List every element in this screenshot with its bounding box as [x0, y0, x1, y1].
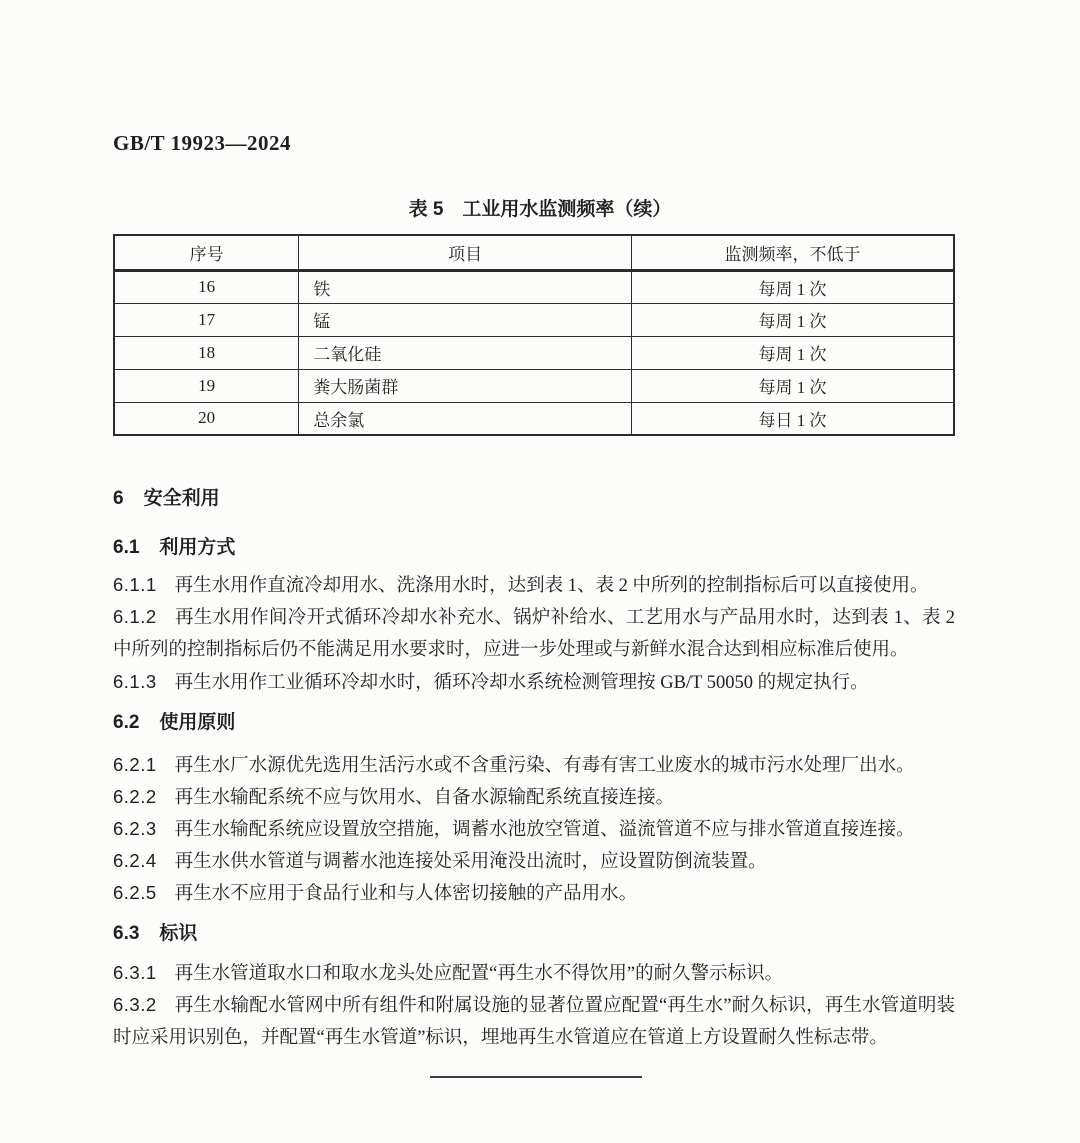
cell-no: 17 [114, 303, 299, 336]
clause-text: 再生水供水管道与调蓄水池连接处采用淹没出流时，应设置防倒流装置。 [174, 852, 767, 872]
clause-number: 6.2.1 [113, 754, 157, 775]
clause-text: 再生水输配水管网中所有组件和附属设施的显著位置应配置“再生水”耐久标识，再生水管道明装时应采用识别色，并配置“再生水管道”标识，埋地再生水管道应在管道上方设置耐久性标志带。 [113, 996, 955, 1048]
col-header-item: 项目 [299, 235, 632, 270]
cell-item: 总余氯 [299, 402, 632, 435]
cell-freq: 每周 1 次 [631, 336, 954, 369]
clause-6-2-5 [113, 877, 955, 910]
cell-item: 铁 [299, 270, 632, 303]
cell-no: 20 [114, 402, 299, 435]
section-title: 安全利用 [143, 488, 220, 509]
section-heading-6-2 [113, 710, 955, 736]
footer-divider [430, 1076, 642, 1078]
section-heading-6 [113, 486, 955, 512]
clause-6-2-2 [113, 781, 955, 814]
section-number: 6.3 [113, 923, 140, 944]
cell-freq: 每周 1 次 [631, 369, 954, 402]
table-header-row [114, 235, 954, 270]
clause-number: 6.1.1 [113, 574, 157, 595]
clause-6-3-2 [113, 989, 955, 1054]
clause-6-3-1 [113, 957, 955, 990]
clause-text: 再生水用作直流冷却用水、洗涤用水时，达到表 1、表 2 中所列的控制指标后可以直接使用。 [174, 576, 929, 596]
section-heading-6-1 [113, 535, 955, 561]
cell-no: 18 [114, 336, 299, 369]
clause-text: 再生水输配系统应设置放空措施，调蓄水池放空管道、溢流管道不应与排水管道直接连接。 [174, 820, 915, 840]
clause-6-2-4 [113, 845, 955, 878]
clause-number: 6.2.3 [113, 818, 157, 839]
clause-number: 6.2.5 [113, 882, 157, 903]
cell-freq: 每日 1 次 [631, 402, 954, 435]
clause-6-2-1 [113, 749, 955, 782]
col-header-no: 序号 [114, 235, 299, 270]
clause-6-1-1 [113, 569, 955, 602]
clause-number: 6.2.4 [113, 850, 157, 871]
monitoring-frequency-table [113, 234, 955, 436]
section-number: 6.2 [113, 712, 140, 733]
clause-number: 6.2.2 [113, 786, 157, 807]
clause-number: 6.1.2 [113, 606, 157, 627]
section-number: 6 [113, 488, 124, 509]
clause-number: 6.3.2 [113, 994, 157, 1015]
section-number: 6.1 [113, 537, 140, 558]
clause-text: 再生水用作间冷开式循环冷却水补充水、锅炉补给水、工艺用水与产品用水时，达到表 1、表 2 中所列的控制指标后仍不能满足用水要求时，应进一步处理或与新鲜水混合达到相应标准后使用。 [113, 608, 955, 660]
standard-code: GB/T 19923—2024 [113, 131, 292, 155]
table-row [114, 336, 954, 369]
section-heading-6-3 [113, 921, 955, 947]
table-row [114, 270, 954, 303]
cell-item: 锰 [299, 303, 632, 336]
cell-freq: 每周 1 次 [631, 303, 954, 336]
table-title: 表 5 工业用水监测频率（续） [408, 199, 672, 220]
clause-number: 6.1.3 [113, 671, 157, 692]
clause-text: 再生水厂水源优先选用生活污水或不含重污染、有毒有害工业废水的城市污水处理厂出水。 [174, 756, 915, 776]
clause-6-2-3 [113, 813, 955, 846]
clause-number: 6.3.1 [113, 962, 157, 983]
section-title: 利用方式 [159, 537, 236, 558]
cell-no: 16 [114, 270, 299, 303]
cell-item: 粪大肠菌群 [299, 369, 632, 402]
col-header-freq: 监测频率，不低于 [631, 235, 954, 270]
table-row [114, 402, 954, 435]
clause-text: 再生水不应用于食品行业和与人体密切接触的产品用水。 [174, 884, 638, 904]
clause-text: 再生水管道取水口和取水龙头处应配置“再生水不得饮用”的耐久警示标识。 [174, 964, 784, 984]
clause-6-1-2 [113, 601, 955, 666]
section-title: 使用原则 [159, 712, 236, 733]
section-title: 标识 [159, 923, 198, 944]
table-row [114, 303, 954, 336]
clause-6-1-3 [113, 666, 955, 699]
cell-item: 二氧化硅 [299, 336, 632, 369]
table-row [114, 369, 954, 402]
clause-text: 再生水输配系统不应与饮用水、自备水源输配系统直接连接。 [174, 788, 675, 808]
cell-no: 19 [114, 369, 299, 402]
cell-freq: 每周 1 次 [631, 270, 954, 303]
clause-text: 再生水用作工业循环冷却水时，循环冷却水系统检测管理按 GB/T 50050 的规定执行。 [174, 673, 869, 693]
